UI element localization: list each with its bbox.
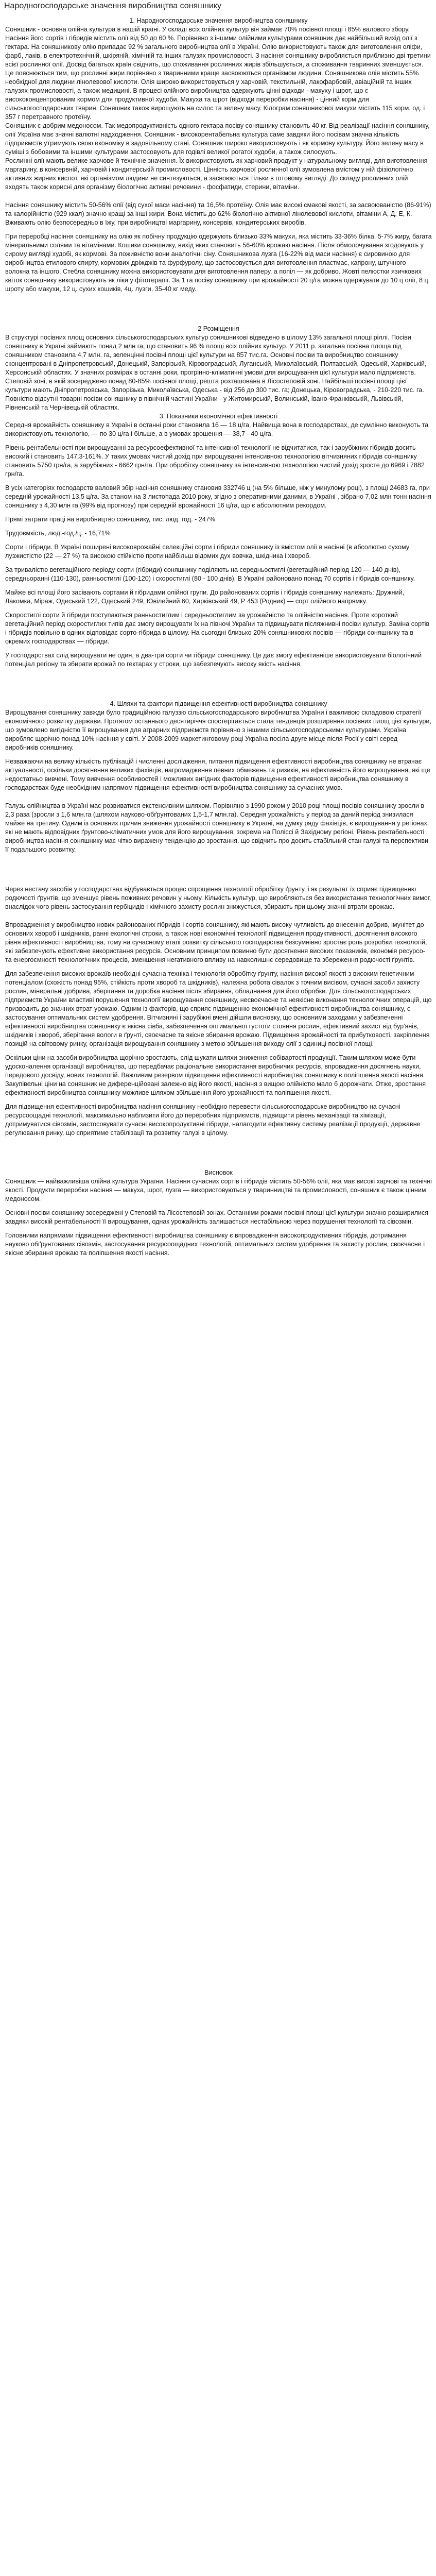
section-3-paragraph: В усіх категоріях господарств валовий збір насіння соняшнику становив 332746 ц (на 5% більше, ніж у минулому році), з площі 24683 га, при середній урожайності 13,5 ц/га. За станом на 3 листопада 2010 року, згідно з оперативними даними, в Україні , зібрано 7,02 млн тонн насіння соняшнику з 4,30 млн га (99% від прогнозу) при середній врожайності 16 ц/га, що є абсолютним рекордом. xyxy=(5,484,431,509)
page-title: Народногосподарське значення виробництва соняшнику xyxy=(4,2,221,10)
section-4-paragraph: Через нестачу засобів у господарствах відбувається процес спрощення технології обробітку ґрунту, і як результат їх сприяє підвищенню родючості ґрунтів, що зменшує рівень поживних речовин у ньому. Кількість культур, що виробляються без використання технологічних вимог, внаслідок чого рівень застосування гербіцидів і хімічного захисту рослин знижується, збирають при цьому значні втрати врожаю. xyxy=(5,886,431,910)
conclusion-heading: Висновок xyxy=(204,1169,233,1176)
section-3-paragraph: Прямі затрати праці на виробництво соняшнику, тис. люд. год. - 247% xyxy=(5,516,216,523)
seed-paragraph: Насіння соняшнику містить 50-56% олії (від сухої маси насіння) та 16,5% протеїну. Олія має високі смакові якості, за засвоюваністю (86-91%) та калорійністю (929 ккал) значно кращі за інші жири. Вона містить до 62% біологічно активної лінолевової кислоти, вітаміни А, Д, Е, К. Вживають олію безпосередньо в їжу, при виробництві маргарину, консервів, кондитерських виробів. xyxy=(5,201,431,226)
conclusion-paragraph: Основні посіви соняшнику зосереджені у Степовій та Лісостеповій зонах. Останніми роками посівні площі цієї культури значно розширилися завдяки високій рентабельності її вирощування, однак урожайність залишається нестабільною через порушення технології та сівозмін. xyxy=(5,1209,429,1225)
section-3-paragraph: Рівень рентабельності при вирощуванні за ресурсоефективної та інтенсивної технології не відчитатися, так і зарубіжних гібридів досить високий і становить 147,3-161%. У таких умовах чистий дохід при вирощуванні інтенсивною технологією вітчизняних гібридів соняшнику становить 5750 грн/га, а зарубіжних - 6662 грн/га. При обробітку соняшнику за інтенсивною технологією чистий дохід зросте до 6969 і 7882 грн/га. xyxy=(5,444,425,478)
conclusion-paragraph: Соняшник — найважливіша олійна культура України. Насіння сучасних сортів і гібридів містить 50-56% олії, яка має високі харчові та технічні якості. Продукти переробки насіння — макуха, шрот, лузга — використовуються у тваринництві та промисловості, соняшник є також цінним медоносом. xyxy=(5,1178,432,1202)
section-3-paragraph: Середня врожайність соняшнику в Україні в останні роки становила 16 — 18 ц/га. Найвища вона в господарствах, де сумлінно виконують та використовують технологію, — по 30 ц/га і більше, а в умовах зрошення — 38,7 - 40 ц/га. xyxy=(5,421,429,437)
section-3-paragraph: Сорти і гібриди. В Україні поширені високоврожайні селекційні сорти і гібриди соняшнику із вмістом олії в насінні (в абсолютно сухому лузжистістю (22 — 27 %) та високою стійкістю проти найбільш відомих дух вовчка, шкідника і хвороб. xyxy=(5,544,410,560)
conclusion-paragraph: Головними напрямами підвищення ефективності виробництва соняшнику є впровадження високопродуктивних гібридів, дотримання науково обґрунтованих сівозмін, застосування ресурсоощадних технологій, оптимальних систем удобрення та захисту рослин, своєчасне і якісне збирання врожаю та поліпшення якості насіння. xyxy=(5,1232,425,1257)
section-4-paragraph: Незважаючи на велику кількість публікацій і численні дослідження, питання підвищення ефективності виробництва соняшнику не втрачає актуальності, оскільки досягнення великих фахівців, нагромадження певних обмежень та ризиків, на ефективність його вирощування, які ще недостатньо вивчені. Тому вивчення особливостей і можливих вигідних факторів підвищення ефективності виробництва соняшнику в господарствах буде необхідним напрямом підвищення ефективності виробництва соняшнику за сучасних умов. xyxy=(5,758,430,791)
section-3-paragraph: За тривалістю вегетаційного періоду сорти (гібриди) соняшнику поділяють на середньостиглі (вегетаційний період 120 — 140 днів), середньоранні (110-130), ранньостиглі (100-120) і скоростиглі (80 - 100 днів). В Україні районовано понад 70 сортів і гібридів соняшнику. xyxy=(5,566,415,582)
section-3-paragraph: Скоростиглі сорти й гібриди поступаються ранньостиглим і середньостиглим за урожайністю та олійністю насіння. Проте короткий вегетаційний період скоростиглих типів дає змогу вирощувати їх на півночі України та підвищувати післяжнивні посіви культур. Заміна сортів і гібридів повільно в одних відповідає сорто-гібрида в цілому. На сьогодні близько 20% соняшникових посівів — гібриди соняшнику та в окремих господарствах — гібриди. xyxy=(5,612,430,645)
section-1-heading: 1. Народногосподарське значення виробництва соняшнику xyxy=(129,17,308,24)
section-4-paragraph: Оскільки ціни на засоби виробництва щорічно зростають, слід шукати шляхи зниження собівартості продукції. Таким шляхом може бути удосконалення організації виробництва, що передбачає раціональне використання виробничих ресурсів, впровадження досягнень науки, передового досвіду, нових технологій. Важливим резервом підвищення ефективності виробництва соняшнику є поліпшення якості насіння. Закупівельні ціни на соняшник не диференційовані залежно від його якості, насіння з вищою олійністю мало б дорожчати. Отже, зростання ефективності виробництва соняшнику можливе шляхом збільшення його урожайності та поліпшення якості. xyxy=(5,1054,426,1096)
section-4-paragraph: Галузь олійництва в Україні має розвиватися екстенсивним шляхом. Порівняно з 1990 роком у 2010 році площі посівів соняшнику зросли в 2,3 раза (зросли з 1,6 млн.га (шляхом науково-обґрунтованих 1,5-1,7 млн.га). Середня урожайність у період за даний період знизилася майже на третину. Одним із основних причин зниження урожайності соняшнику в Україні, на думку ряду фахівців, є вирощування у регіонах, які не мають відповідних ґрунтово-кліматичних умов для його вирощування, зокрема на Поліссі й Західному регіоні. Рівень рентабельності виробництва насіння соняшнику має чітко виражену тенденцію до зростання, що свідчить про досить стабільний стан галузі та перспективи її подальшого розвитку. xyxy=(5,802,429,853)
section-4-heading: 4. Шляхи та фактори підвищення ефективності виробництва соняшнику xyxy=(110,700,327,707)
section-4-paragraph: Для забезпечення високих врожаїв необхідні сучасна техніка і технологія обробітку ґрунту, насіння високої якості з високим генетичним потенціалом (схожість понад 95%, стійкість проти хвороб та шкідників), належна робота сівалок з точним висівом, сучасні засоби захисту рослин, мінеральні добрива, зберігання та доробка насіння після збирання, обладнання для його обробки. Для сільськогосподарських підприємств України властиві порушення технології вирощування соняшнику, несвоєчасне та неякісне виконання технологічних операцій, що призводить до значних втрат урожаю. Одним із факторів, що сприяє підвищенню економічної ефективності виробництва соняшнику, є застосування оптимальних систем удобрення. Вітчизняні і зарубіжні вчені дійшли висновку, що основними заходами у забезпеченні ефективності виробництва соняшнику є якісна сівба, забезпечення оптимальної густоти стояння рослин, ефективний захист від бур'янів, шкідників і хвороб, зберігання вологи в ґрунті, своєчасне та якісне збирання врожаю. Підвищення врожайності та прибутковості, закріплення позицій на світовому ринку, організація вирощування соняшнику з метою збільшення виходу олії з одиниці посівної площі. xyxy=(5,970,432,1047)
section-3-heading: 3. Показники економічної ефективності xyxy=(159,413,278,420)
processing-paragraph: При переробці насіння соняшнику на олію як побічну продукцію одержують близько 33% макухи, яка містить 33-36% білка, 5-7% жиру, багата мінеральними солями та вітамінами. Кошики соняшнику, вихід яких становить 56-60% врожаю насіння. Після обмолочування згодовують у сирому вигляді худобі, як кормові. За поживністю вони аналогічні сіну. Соняшникова лузга (16-22% від маси насіння) є сировиною для виробництва етилового спирту, кормових дріжджів та фурфуролу, що застосовується для виготовлення пластмас, капрону, штучного волокна та іншого. Стебла соняшнику можна використовувати для виготовлення паперу, а попіл — як добриво. Жовті пелюстки язичкових квіток соняшнику використовують як ліки у фітотерапії. За 1 га посіву соняшнику при врожайності 20 ц/га можна одержувати до 10 ц олії, 8 ц. шроту або макухи, 12 ц. сухих кошиків, 4ц. лузги, 35-40 кг меду. xyxy=(5,233,432,293)
section-2-paragraph: В структурі посівних площ основних сільськогосподарських культур соняшникові відведено в цілому 13% загальної площі ріллі. Посіви соняшнику в Україні займають понад 2 млн га, що становить 96 % площі всіх олійних культур. У 2011 р. загальна посівна площа під соняшником становила 4,7 млн. га, зеленцінні посівні площі цієї культури на 857 тис.га. Основні посіви та виробництво соняшнику сконцентровані в Дніпропетровській, Донецькій, Запорізькій, Кіровоградській, Луганській, Миколаївській, Полтавській, Одеській, Харківській, Херсонській областях. У значних розмірах в останні роки, прогрінно-кліматичні умови для вирощування цієї культури мало підприємств. Степовій зоні, в якій зосереджено понад 80-85% посівної площі, решта розташована в Лісостеповій зоні. Найбільші посівні площі цієї культури мають Дніпропетровська, Запорізька, Миколаївська, Одеська - від 256 до 300 тис. га; Донецька, Кіровоградська, - 210-220 тис. га. Повністю відсутні товарні посіви соняшнику в північній частині України - у Житомирській, Волинській, Івано-Франківській, Львівській, Рівненській та Чернівецькій областях. xyxy=(5,334,427,411)
section-4-paragraph: Для підвищення ефективності виробництва насіння соняшнику необхідно перевести сільськогосподарське виробництво на сучасні ресурсоощадні технології, максимально наблизити його до переробних підприємств, підвищити рівень механізації та хімізації, дотримуватися сівозмін, застосовувати сучасні високопродуктивні гібриди, налагодити ефективну систему реалізації продукції, державне регулювання ринку, що сприятиме стабілізації та розвитку галузі в цілому. xyxy=(5,1103,421,1137)
section-3-paragraph: Трудоємкість, люд.-год./ц. - 16,71% xyxy=(5,530,111,537)
section-3-paragraph: У господарствах слід вирощувати не один, а два-три сорти чи гібриди соняшнику. Це дає змогу ефективніше використовувати біологічний потенціал регіону та збирати врожай по гектарах у строки, що забезпечують високу якість насіння. xyxy=(5,652,422,668)
section-1-paragraph: Рослинні олії мають велике харчове й технічне значення. Їх використовують як харчовий продукт у натуральному вигляді, для виготовлення маргарину, в консервній, харчовій і кондитерській промисловості. Цінність харчової рослинної олії зумовлена вмістом у ній фізіологічно активних жирних кислот, які організмом людини не синтезуються, а засвоюються тільки в готовому вигляді. До складу рослинних олій входять також корисні для організму біологічно активні речовини - фосфатиди, стерини, вітаміни. xyxy=(5,157,428,191)
section-1-paragraph: Соняшник є добрим медоносом. Так медопродуктивність одного гектара посіву соняшнику становить 40 кг. Від реалізації насіння соняшнику, олії Україна має значні валютні надходження. Соняшник - високорентабельна культура саме завдяки його посівам значна кількість підприємств утримують свою економіку в задовільному стані. Соняшник широко використовують і як кормову культуру. Його зелену масу в суміші з бобовими та іншими культурами застосовують для годівлі великої рогатої худоби, а також силосують. xyxy=(5,122,430,156)
section-1-paragraph: Соняшник - основна олійна культура в нашій країні. У складі всіх олійних культур він займає 70% посівної площі і 85% валового збору. Насіння його сортів і гібридів містить олії від 50 до 60 %. Порівняно з іншими олійними культурами соняшник дає найбільший вихід олії з гектара. На соняшникову олію припадає 92 % загального виробництва олії в Україні. Олію використовують також для виготовлення оліфи, фарб, лаків, в електротехнічній, шкіряній, хімічній та інших галузях промисловості. З насіння соняшнику виробляється приблизно дві третини всієї рослинної олії. Досвід багатьох країн свідчить, що споживання рослинних жирів збільшується, а споживання тваринних зменшується. Це пояснюється тим, що рослинні жири порівняно з тваринними краще засвоюються організмом людини. Соняшникова олія містить 55% необхідної для людини лінолевової кислоти. Олія широко використовується у харчовій, текстильній, лакофарбовій, авіаційній та інших галузях промисловості, а також медицині. В процесі олійного виробництва одержують цінні відходи - макуху і шрот, що є висококонцентрованим кормом для продуктивної худоби. Макуха та шрот (відходи переробки насіння) - цінний корм для сільськогосподарських тварин. Соняшник також вирощують на силос та зелену масу. Кілограм соняшникової макухи містить 115 корм. од. і 357 г перетравного протеїну. xyxy=(5,26,431,121)
document-page xyxy=(0,0,436,1258)
section-4-paragraph: Впровадження у виробництво нових районованих гібридів і сортів соняшнику, які мають високу чутливість до внесення добрив, імунітет до основних хвороб і шкідників, ранні екологічні строки, а також нові економічні технології підвищення продуктивності, досягнення високого рівня ефективності виробництва, тому на сучасному етапі розвитку сільського господарства безсумнівно зростає роль розробки технологій, які забезпечують ефективне використання ресурсів. Основним принципом повинно бути досягнення високих показників, економія ресурсо- та енергоємності технологічних процесів, зменшення негативного впливу на навколишнє середовище та збереження родючості ґрунтів. xyxy=(5,921,427,963)
section-2-heading: 2 Розміщення xyxy=(198,325,239,332)
section-4-paragraph: Вирощування соняшнику завжди було традиційною галуззю сільськогосподарського виробництва України і важливою складовою стратегії економічного розвитку держави. Протягом останнього десятиріччя спостерігається стала тенденція розширення посівних площ цієї культури, що зумовлено вигідністю її вирощування для аграрних підприємств порівняно з іншими сільськогосподарськими культурами. Україна виробляє щорічно понад 10% насіння у світі. У 2008-2009 маркетинговому році Україна посіла друге місце після Росії у світі серед виробників соняшнику. xyxy=(5,709,431,751)
section-3-paragraph: Майже всі площі його засівають сортами й гібридами олійної групи. До районованих сортів і гібридів соняшнику належать: Дружний, Лакомка, Міраж, Одеський 122, Одеський 249, Ювілейний 60, Харківський 49, Р 453 (Родник) — сорт олійного напрямку. xyxy=(5,589,405,605)
